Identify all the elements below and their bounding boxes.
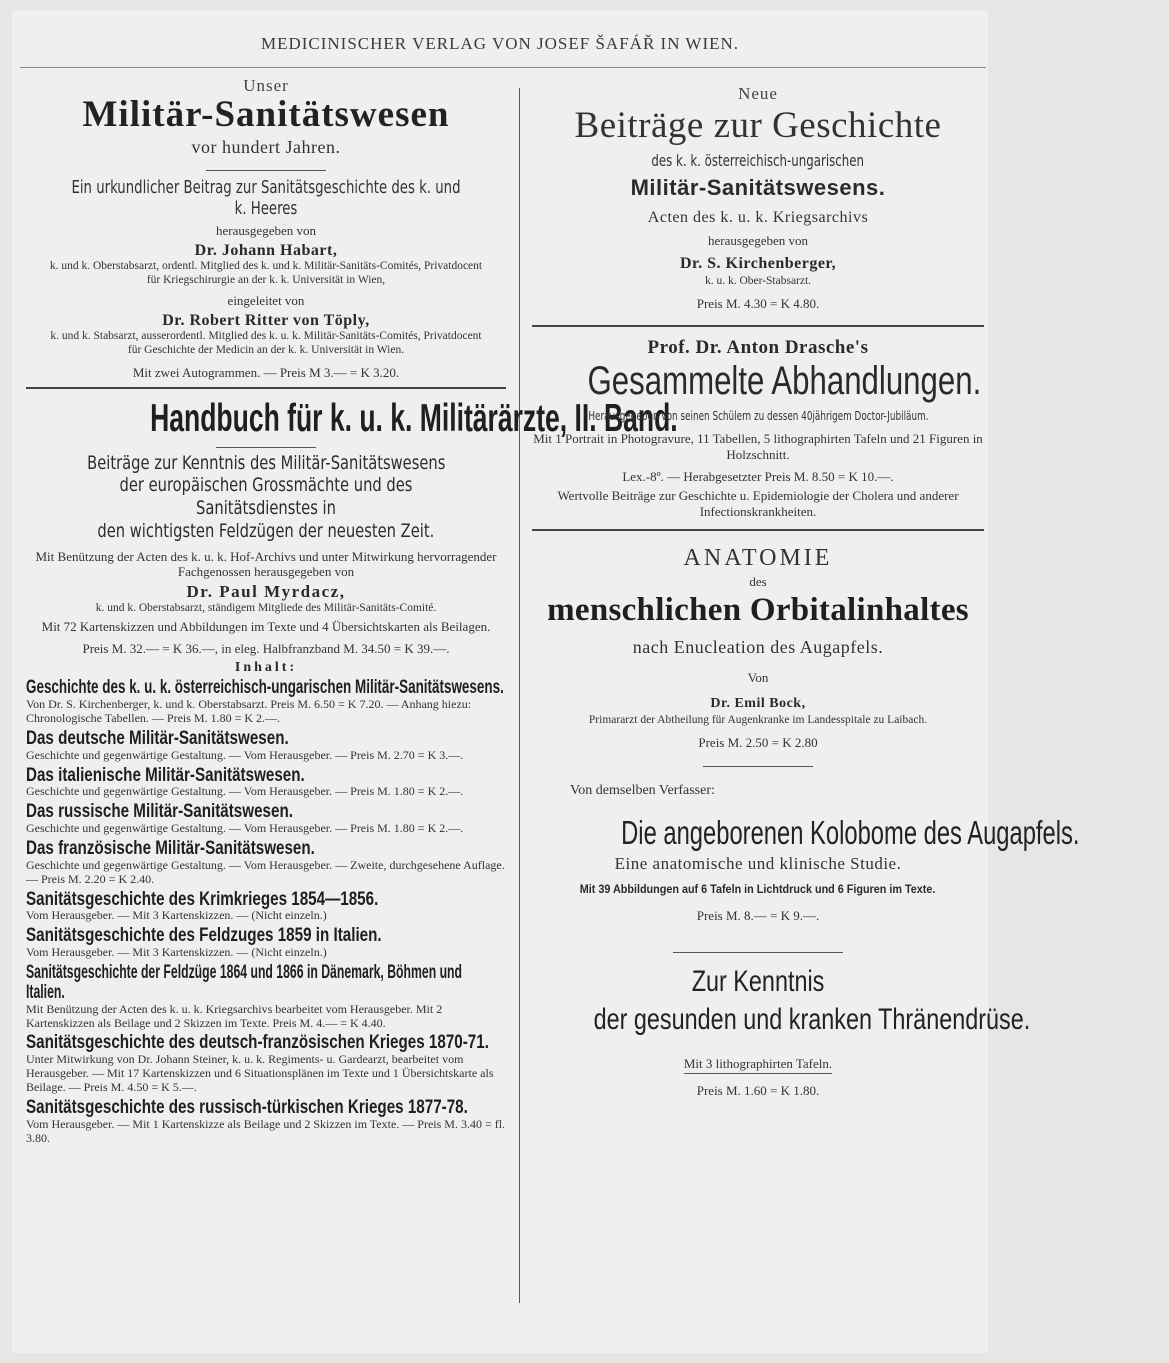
- contents-item-text: Von Dr. S. Kirchenberger, k. und k. Oberstabsarzt. Preis M. 6.50 = K 7.20. — Anhang hiezu: Chronologische Tabellen. — Preis M. 1.80 = K 2.—.: [26, 697, 472, 726]
- ad-maps: Mit 72 Kartenskizzen und Abbildungen im Texte und 4 Übersichtskarten als Beilagen.: [41, 619, 491, 635]
- editor-name: Dr. Johann Habart,: [194, 242, 338, 260]
- contents-item: [26, 729, 506, 763]
- ad-subtitle-3: den wichtigsten Feldzügen der neuesten Zeit.: [97, 519, 435, 542]
- ad-description: Mit 3 lithographirten Tafeln.: [684, 1056, 832, 1074]
- ad-line2: des k. k. österreichisch-ungarischen: [651, 151, 865, 170]
- contents-item-text: Geschichte und gegenwärtige Gestaltung. — Vom Herausgeber. — Preis M. 1.80 = K 2.—.: [26, 821, 464, 836]
- ad-pre: Unser: [243, 76, 289, 95]
- short-rule: [216, 447, 316, 448]
- ad-title: Handbuch für k. u. k. Militärärzte, II. Band.: [150, 396, 678, 440]
- ad-anatomie: [532, 545, 1080, 924]
- short-rule: [703, 766, 813, 767]
- intro-label: eingeleitet von: [227, 292, 305, 308]
- ad-title: Beiträge zur Geschichte: [574, 105, 942, 146]
- ad-author-role: Primararzt der Abtheilung für Augenkranke im Landesspitale zu Laibach.: [588, 713, 928, 726]
- ad-price: Preis M. 1.60 = K 1.80.: [696, 1082, 820, 1098]
- contents-item-text: Mit Benützung der Acten des k. u. k. Kriegsarchivs bearbeitet vom Herausgeber. Mit 2 Kartenskizzen als Beilage und 2 Skizzen im Texte. Preis M. 4.— = K 4.40.: [26, 1001, 443, 1030]
- header-rule: [20, 67, 986, 68]
- contents-item: [26, 678, 506, 726]
- intro-role: k. und k. Stabsarzt, ausserordentl. Mitglied des k. u. k. Militär-Sanitäts-Comités, Privatdocent für Geschichte der Medicin an der k. k. Universität in Wien.: [50, 330, 482, 356]
- contents-item: [26, 963, 506, 1030]
- contents-item-title: Das französische Militär-Sanitätswesen.: [26, 838, 315, 860]
- ad-title: Gesammelte Abhandlungen.: [587, 359, 982, 404]
- contents-item-title: Das deutsche Militär-Sanitätswesen.: [26, 727, 289, 749]
- ad-subtitle-1: Beiträge zur Kenntnis des Militär-Sanitätswesens: [86, 451, 446, 474]
- contents-item: [26, 802, 506, 836]
- contents-item-title: Das russische Militär-Sanitätswesen.: [26, 801, 293, 823]
- ad-price: Preis M. 2.50 = K 2.80: [698, 734, 818, 750]
- editor-role: k. u. k. Ober-Stabsarzt.: [704, 274, 812, 287]
- ad-description: Ein urkundlicher Beitrag zur Sanitätsgeschichte des k. und k. Heeres: [71, 176, 461, 219]
- page: [12, 10, 1080, 1353]
- contents-item-text: Vom Herausgeber. — Mit 3 Kartenskizzen. — (Nicht einzeln.): [26, 945, 327, 960]
- contents-item-title: Geschichte des k. u. k. österreichisch-ungarischen Militär-Sanitätswesens.: [26, 677, 504, 699]
- contents-label: Inhalt:: [234, 660, 298, 676]
- ad-beitraege: [532, 84, 984, 311]
- ad-title: ANATOMIE: [683, 545, 833, 572]
- contents-item-text: Geschichte und gegenwärtige Gestaltung. — Vom Herausgeber. — Zweite, durchgesehene Auflage. — Preis M. 2.20 = K 2.40.: [26, 857, 505, 886]
- ad-title2: Militär-Sanitätswesens.: [630, 175, 886, 200]
- ad-pre: Neue: [738, 84, 778, 103]
- ad-militaer-sanitaetswesen: [26, 76, 506, 381]
- section-rule: [532, 529, 984, 531]
- column-divider: [519, 88, 520, 1303]
- ad-title2: der gesunden und kranken Thränendrüse.: [593, 1002, 1031, 1036]
- editor-intro: herausgegeben von: [216, 222, 316, 238]
- ad-subtitle-2: der europäischen Grossmächte und des Sanitätsdienstes in: [119, 474, 413, 520]
- book2-price: Preis M. 8.— = K 9.—.: [696, 908, 820, 924]
- contents-item: [26, 766, 506, 800]
- intro-name: Dr. Robert Ritter von Töply,: [162, 312, 370, 330]
- editor-role: k. und k. Oberstabsarzt, ständigem Mitgliede des Militär-Sanitäts-Comité.: [95, 601, 437, 614]
- contents-item-title: Sanitätsgeschichte des Krimkrieges 1854—1856.: [26, 888, 379, 910]
- section-rule: [26, 387, 506, 389]
- ad-des: des: [749, 574, 767, 590]
- contents-list: [26, 678, 506, 1145]
- contents-item: [26, 1033, 506, 1094]
- ad-price: Preis M. 4.30 = K 4.80.: [696, 295, 820, 311]
- contents-item-title: Sanitätsgeschichte des deutsch-französischen Krieges 1870-71.: [26, 1032, 489, 1054]
- ad-drasche: [532, 337, 984, 519]
- publisher-header: MEDICINISCHER VERLAG VON JOSEF ŠAFÁŘ IN WIEN.: [260, 34, 740, 53]
- contents-item: [26, 926, 506, 960]
- same-author: Von demselben Verfasser:: [570, 783, 715, 799]
- contents-item-text: Geschichte und gegenwärtige Gestaltung. — Vom Herausgeber. — Preis M. 1.80 = K 2.—.: [26, 784, 464, 799]
- ad-price: Preis M. 32.— = K 36.—, in eleg. Halbfranzband M. 34.50 = K 39.—.: [82, 640, 450, 656]
- editor-intro: herausgegeben von: [708, 233, 808, 248]
- ad-price: Lex.-8º. — Herabgesetzter Preis M. 8.50 = K 10.—.: [622, 468, 894, 484]
- editor-role: k. und k. Oberstabsarzt, ordentl. Mitglied des k. und k. Militär-Sanitäts-Comités, Privatdocent für Kriegschirurgie an der k. k. Universität in Wien,: [49, 260, 483, 286]
- editor-name: Dr. S. Kirchenberger,: [679, 254, 837, 272]
- ad-author: Dr. Emil Bock,: [710, 695, 806, 711]
- contents-item: [26, 890, 506, 924]
- contents-item-title: Sanitätsgeschichte des russisch-türkischen Krieges 1877-78.: [26, 1096, 468, 1118]
- contents-item-text: Vom Herausgeber. — Mit 3 Kartenskizzen. — (Nicht einzeln.): [26, 908, 327, 923]
- ad-subtitle: vor hundert Jahren.: [191, 136, 341, 157]
- book2-title: Die angeborenen Kolobome des Augapfels.: [621, 814, 1080, 852]
- contents-item-title: Sanitätsgeschichte der Feldzüge 1864 und 1866 in Dänemark, Böhmen und Italien.: [26, 962, 463, 1003]
- short-rule: [673, 952, 843, 953]
- ad-title: Militär-Sanitätswesen: [82, 94, 450, 135]
- contents-item-text: Vom Herausgeber. — Mit 1 Kartenskizze als Beilage und 2 Skizzen im Texte. — Preis M. 3.40 = fl. 3.80.: [26, 1116, 506, 1145]
- book2-description: Mit 39 Abbildungen auf 6 Tafeln in Lichtdruck und 6 Figuren im Texte.: [580, 882, 936, 897]
- right-column: [532, 84, 1080, 1098]
- section-rule: [532, 325, 984, 327]
- ad-editor: Herausgegeben von seinen Schülern zu dessen 40jährigem Doctor-Jubiläum.: [587, 409, 929, 424]
- contents-item: [26, 1098, 506, 1146]
- contents-item-title: Das italienische Militär-Sanitätswesen.: [26, 764, 305, 786]
- ad-subtitle: Acten des k. u. k. Kriegsarchivs: [647, 209, 869, 226]
- ad-von: Von: [747, 669, 769, 685]
- contents-item-text: Geschichte und gegenwärtige Gestaltung. — Vom Herausgeber. — Preis M. 2.70 = K 3.—.: [26, 747, 464, 762]
- contents-item-text: Unter Mitwirkung von Dr. Johann Steiner, k. u. k. Regiments- u. Gardearzt, bearbeitet vom Herausgeber. — Mit 17 Kartenskizzen und 6 Situationsplänen im Texte und 1 Übersichtskarte als Beilage. — Preis M. 4.50 = K 5.—.: [26, 1052, 494, 1095]
- ad-title: Zur Kenntnis: [691, 964, 825, 998]
- ad-author: Prof. Dr. Anton Drasche's: [647, 337, 869, 359]
- contents-item-title: Sanitätsgeschichte des Feldzuges 1859 in Italien.: [26, 925, 382, 947]
- ad-title2: menschlichen Orbitalinhaltes: [547, 591, 969, 628]
- ad-description: Mit Benützung der Acten des k. u. k. Hof-Archivs und unter Mitwirkung hervorragender Fachgenossen herausgegeben von: [35, 548, 497, 580]
- ad-subtitle: nach Enucleation des Augapfels.: [632, 636, 884, 657]
- ad-price: Mit zwei Autogrammen. — Preis M 3.— = K 3.20.: [132, 364, 400, 380]
- ad-description: Mit 1 Portrait in Photogravure, 11 Tabellen, 5 lithographirten Tafeln und 21 Figuren in Holzschnitt.: [533, 431, 983, 462]
- editor-name: Dr. Paul Myrdacz,: [186, 581, 346, 601]
- book2-subtitle: Eine anatomische und klinische Studie.: [614, 854, 902, 874]
- short-rule: [206, 170, 326, 171]
- ad-note: Wertvolle Beiträge zur Geschichte u. Epidemiologie der Cholera und anderer Infectionskrankheiten.: [557, 488, 959, 519]
- ad-thraenendruese: [532, 964, 1031, 1099]
- contents-item: [26, 839, 506, 887]
